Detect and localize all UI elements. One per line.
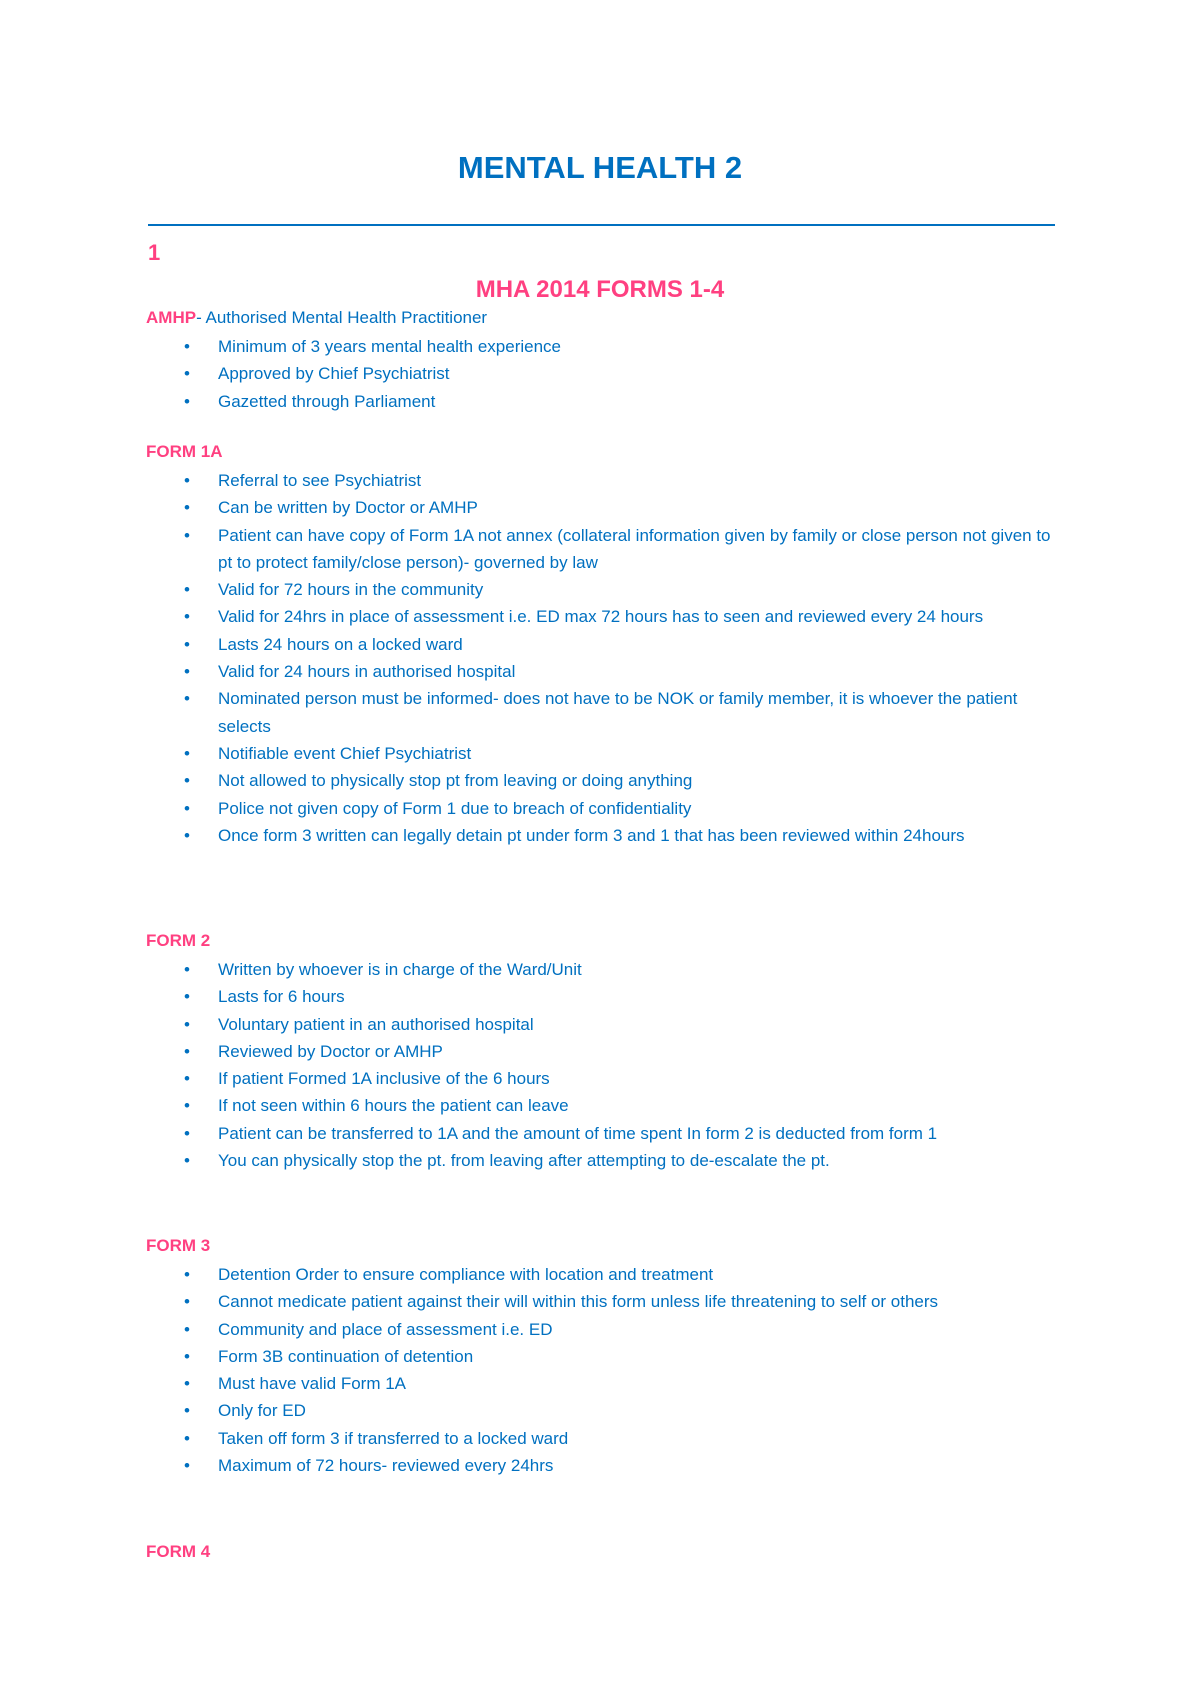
list-item: • Referral to see Psychiatrist xyxy=(148,467,1068,494)
form-3-label: FORM 3 xyxy=(146,1236,211,1255)
list-item: • Community and place of assessment i.e. ED xyxy=(148,1316,1068,1343)
list-item: • Can be written by Doctor or AMHP xyxy=(148,494,1068,521)
list-item: • If patient Formed 1A inclusive of the 6 hours xyxy=(148,1065,1068,1092)
list-item: • Minimum of 3 years mental health experience xyxy=(148,333,1068,360)
amhp-definition: - Authorised Mental Health Practitioner xyxy=(196,308,488,327)
form-4-heading xyxy=(146,1542,210,1562)
list-item: • Police not given copy of Form 1 due to breach of confidentiality xyxy=(148,795,1068,822)
list-item: • Cannot medicate patient against their will within this form unless life threatening to self or others xyxy=(148,1288,1068,1315)
form-3-heading xyxy=(146,1236,210,1256)
list-item: • Detention Order to ensure compliance with location and treatment xyxy=(148,1261,1068,1288)
form-4-label: FORM 4 xyxy=(146,1542,211,1561)
form-1a-list xyxy=(148,467,1068,849)
list-item: • Only for ED xyxy=(148,1397,1068,1424)
list-item: • Notifiable event Chief Psychiatrist xyxy=(148,740,1068,767)
list-item: • Valid for 24hrs in place of assessment i.e. ED max 72 hours has to seen and reviewed every 24 hours xyxy=(148,603,1068,630)
form-2-heading xyxy=(146,931,210,951)
list-item: • Taken off form 3 if transferred to a locked ward xyxy=(148,1425,1068,1452)
list-item: • Once form 3 written can legally detain pt under form 3 and 1 that has been reviewed within 24hours xyxy=(148,822,1068,849)
list-item: • Written by whoever is in charge of the Ward/Unit xyxy=(148,956,1068,983)
page-title: MENTAL HEALTH 2 xyxy=(457,150,743,185)
list-item: • Must have valid Form 1A xyxy=(148,1370,1068,1397)
amhp-heading xyxy=(146,308,487,328)
section-subtitle: MHA 2014 FORMS 1-4 xyxy=(475,276,725,303)
list-item: • If not seen within 6 hours the patient can leave xyxy=(148,1092,1068,1119)
list-item: • Lasts 24 hours on a locked ward xyxy=(148,631,1068,658)
list-item: • Maximum of 72 hours- reviewed every 24hrs xyxy=(148,1452,1068,1479)
list-item: • Gazetted through Parliament xyxy=(148,388,1068,415)
form-2-label: FORM 2 xyxy=(146,931,211,950)
list-item: • Not allowed to physically stop pt from leaving or doing anything xyxy=(148,767,1068,794)
form-3-list xyxy=(148,1261,1068,1479)
list-item: • Patient can have copy of Form 1A not annex (collateral information given by family or close person not given to pt to protect family/close person)- governed by law xyxy=(148,522,1068,577)
form-1a-heading xyxy=(146,442,223,462)
form-2-list xyxy=(148,956,1068,1174)
title-underline xyxy=(148,224,1055,226)
list-item: • Voluntary patient in an authorised hospital xyxy=(148,1011,1068,1038)
list-item: • Reviewed by Doctor or AMHP xyxy=(148,1038,1068,1065)
page-number: 1 xyxy=(148,240,161,265)
form-1a-label: FORM 1A xyxy=(146,442,223,461)
list-item: • Form 3B continuation of detention xyxy=(148,1343,1068,1370)
list-item: • Lasts for 6 hours xyxy=(148,983,1068,1010)
list-item: • Valid for 24 hours in authorised hospital xyxy=(148,658,1068,685)
amhp-key: AMHP xyxy=(146,308,197,327)
list-item: • Nominated person must be informed- does not have to be NOK or family member, it is whoever the patient selects xyxy=(148,685,1068,740)
list-item: • Approved by Chief Psychiatrist xyxy=(148,360,1068,387)
list-item: • Patient can be transferred to 1A and the amount of time spent In form 2 is deducted from form 1 xyxy=(148,1120,1068,1147)
amhp-list xyxy=(148,333,1068,415)
list-item: • Valid for 72 hours in the community xyxy=(148,576,1068,603)
list-item: • You can physically stop the pt. from leaving after attempting to de-escalate the pt. xyxy=(148,1147,1068,1174)
